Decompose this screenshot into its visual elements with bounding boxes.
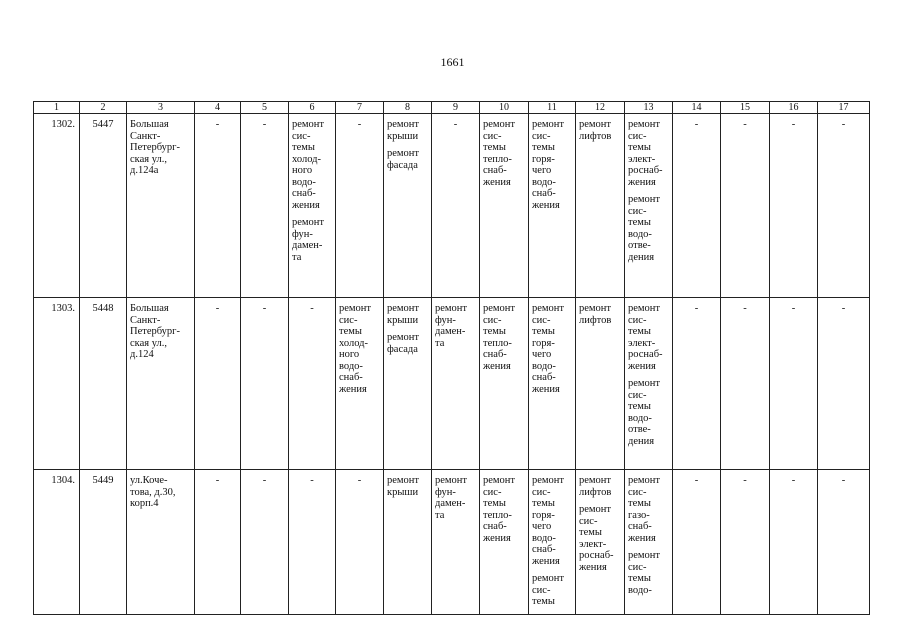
repair-work-item: ремонт крыши — [387, 303, 420, 326]
empty-value-cell: - — [721, 298, 770, 470]
building-code: 5448 — [80, 298, 127, 470]
column-header: 9 — [432, 102, 480, 114]
column-header: 7 — [336, 102, 384, 114]
empty-value-cell: - — [673, 470, 721, 615]
repair-work-item: ремонт сис- темы горя- чего водо- снаб- жения — [532, 119, 565, 211]
empty-value-cell: - — [770, 470, 818, 615]
column-number-header — [34, 102, 870, 114]
table-row — [34, 298, 870, 470]
repair-work-item: ремонт сис- темы водо- отве- дения — [628, 194, 661, 263]
column-header: 10 — [480, 102, 529, 114]
column-header: 5 — [241, 102, 289, 114]
repair-work-item: ремонт сис- темы тепло- снаб- жения — [483, 119, 516, 188]
column-header: 2 — [80, 102, 127, 114]
empty-value-cell: - — [336, 114, 384, 298]
column-header: 6 — [289, 102, 336, 114]
empty-value-cell: - — [195, 470, 241, 615]
row-number: 1302. — [34, 114, 80, 298]
column-header: 16 — [770, 102, 818, 114]
repair-work-item: ремонт сис- темы элект- роснаб- жения — [628, 303, 663, 372]
column-header: 14 — [673, 102, 721, 114]
repair-work-item: ремонт сис- темы водо- отве- дения — [628, 378, 661, 447]
empty-value-cell: - — [289, 298, 336, 470]
repair-work-item: ремонт фасада — [387, 332, 420, 355]
empty-value-cell: - — [336, 470, 384, 615]
repair-work-item: ремонт сис- темы — [532, 573, 565, 607]
repair-works-cell — [432, 298, 480, 470]
repair-work-item: ремонт крыши — [387, 475, 420, 498]
column-header: 3 — [127, 102, 195, 114]
repair-works-cell — [529, 114, 576, 298]
repair-work-item: ремонт фун- дамен- та — [435, 303, 468, 349]
repair-works-cell — [480, 114, 529, 298]
repair-work-item: ремонт сис- темы элект- роснаб- жения — [579, 504, 614, 573]
row-number: 1303. — [34, 298, 80, 470]
column-header: 15 — [721, 102, 770, 114]
repair-works-cell — [576, 470, 625, 615]
repair-works-cell — [576, 114, 625, 298]
empty-value-cell: - — [818, 298, 870, 470]
table-row — [34, 114, 870, 298]
building-address: ул.Коче- това, д.30, корп.4 — [127, 470, 195, 615]
empty-value-cell: - — [241, 298, 289, 470]
repair-work-item: ремонт лифтов — [579, 303, 612, 326]
empty-value-cell: - — [241, 114, 289, 298]
repair-works-cell — [384, 114, 432, 298]
repair-work-item: ремонт лифтов — [579, 475, 612, 498]
empty-value-cell: - — [289, 470, 336, 615]
repair-schedule-table — [33, 101, 870, 615]
building-address: Большая Санкт- Петербург- ская ул., д.124 — [127, 298, 195, 470]
column-header: 8 — [384, 102, 432, 114]
repair-work-item: ремонт сис- темы горя- чего водо- снаб- жения — [532, 303, 565, 395]
empty-value-cell: - — [818, 114, 870, 298]
empty-value-cell: - — [673, 298, 721, 470]
repair-work-item: ремонт сис- темы газо- снаб- жения — [628, 475, 661, 544]
empty-value-cell: - — [241, 470, 289, 615]
repair-work-item: ремонт фасада — [387, 148, 420, 171]
repair-works-cell — [384, 470, 432, 615]
repair-work-item: ремонт сис- темы горя- чего водо- снаб- жения — [532, 475, 565, 567]
repair-works-cell — [529, 470, 576, 615]
empty-value-cell: - — [770, 114, 818, 298]
repair-works-cell — [432, 470, 480, 615]
column-header: 1 — [34, 102, 80, 114]
repair-works-cell — [625, 470, 673, 615]
repair-work-item: ремонт сис- темы элект- роснаб- жения — [628, 119, 663, 188]
repair-works-cell — [625, 298, 673, 470]
column-header: 4 — [195, 102, 241, 114]
empty-value-cell: - — [432, 114, 480, 298]
repair-works-cell — [289, 114, 336, 298]
repair-work-item: ремонт сис- темы холод- ного водо- снаб- жения — [339, 303, 372, 395]
row-number: 1304. — [34, 470, 80, 615]
repair-work-item: ремонт сис- темы холод- ного водо- снаб- жения — [292, 119, 325, 211]
repair-work-item: ремонт сис- темы водо- — [628, 550, 661, 596]
empty-value-cell: - — [721, 114, 770, 298]
empty-value-cell: - — [770, 298, 818, 470]
column-header: 11 — [529, 102, 576, 114]
empty-value-cell: - — [818, 470, 870, 615]
page-number: 1661 — [440, 55, 465, 69]
repair-works-cell — [529, 298, 576, 470]
building-code: 5447 — [80, 114, 127, 298]
repair-works-cell — [576, 298, 625, 470]
column-header: 17 — [818, 102, 870, 114]
repair-work-item: ремонт сис- темы тепло- снаб- жения — [483, 303, 516, 372]
empty-value-cell: - — [673, 114, 721, 298]
empty-value-cell: - — [721, 470, 770, 615]
empty-value-cell: - — [195, 298, 241, 470]
repair-works-cell — [336, 298, 384, 470]
table-row — [34, 470, 870, 615]
repair-works-cell — [480, 470, 529, 615]
repair-works-cell — [625, 114, 673, 298]
column-header: 13 — [625, 102, 673, 114]
repair-work-item: ремонт крыши — [387, 119, 420, 142]
empty-value-cell: - — [195, 114, 241, 298]
column-header: 12 — [576, 102, 625, 114]
repair-work-item: ремонт фун- дамен- та — [292, 217, 325, 263]
building-address: Большая Санкт- Петербург- ская ул., д.124а — [127, 114, 195, 298]
repair-work-item: ремонт сис- темы тепло- снаб- жения — [483, 475, 516, 544]
repair-works-cell — [480, 298, 529, 470]
repair-works-cell — [384, 298, 432, 470]
repair-work-item: ремонт лифтов — [579, 119, 612, 142]
building-code: 5449 — [80, 470, 127, 615]
repair-work-item: ремонт фун- дамен- та — [435, 475, 468, 521]
